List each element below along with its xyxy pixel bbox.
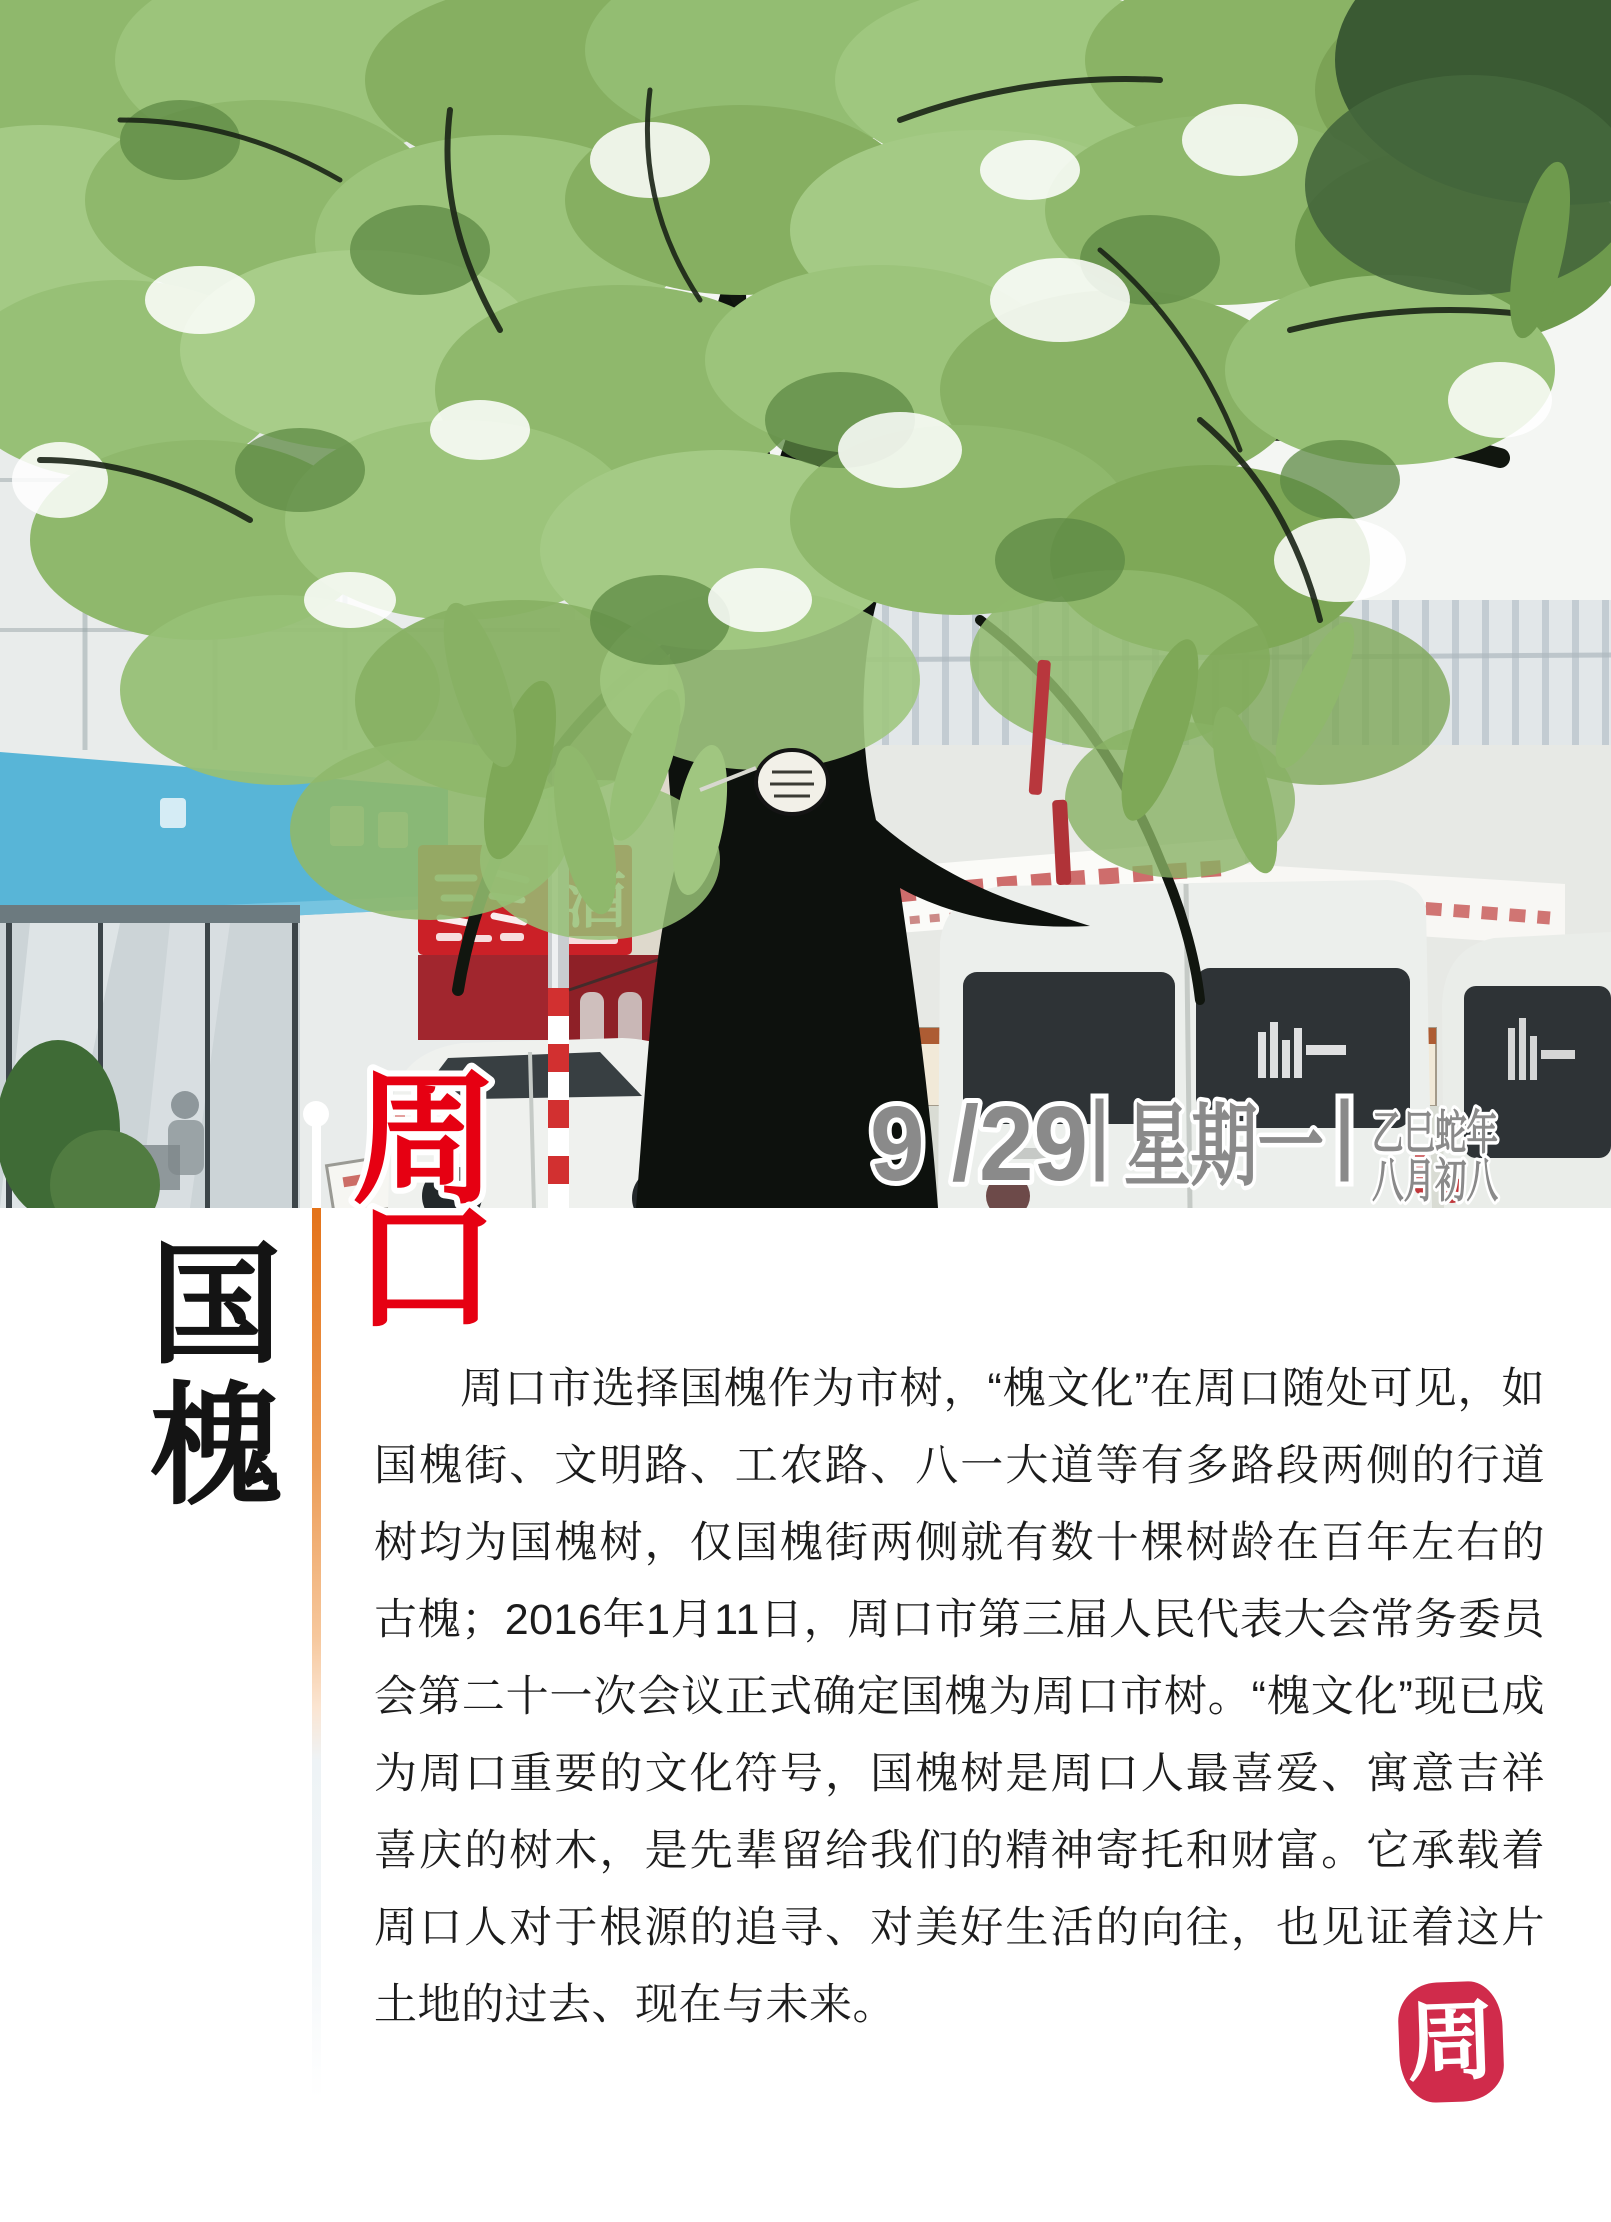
date-month-day: 9 /29 — [870, 1085, 1088, 1203]
divider-line — [312, 1208, 321, 2100]
red-title-char-top: 周 — [352, 1060, 498, 1222]
seal-stamp — [1397, 1980, 1505, 2104]
red-title-char-bottom: 口 — [352, 1188, 498, 1350]
date-lunar-day: 八月初八 — [1372, 1154, 1498, 1207]
side-title-char-top: 国 — [150, 1233, 282, 1380]
body-paragraph: 周口市选择国槐作为市树，“槐文化”在周口随处可见，如国槐街、文明路、工农路、八一大道等有多路段两侧的行道树均为国槐树，仅国槐街两侧就有数十棵树龄在百年左右的古槐；2016年1月11日，周口市第三届人民代表大会常务委员会第二十一次会议正式确定国槐为周口市树。“槐文化”现已成为周口重要的文化符号，国槐树是周口人最喜爱、寓意吉祥喜庆的树木，是先辈留给我们的精神寄托和财富。它承载着周口人对于根源的追寻、对美好生活的向往，也见证着这片土地的过去、现在与未来。 — [374, 1365, 1545, 2029]
date-lunar-year: 乙巳蛇年 — [1372, 1106, 1498, 1159]
seal-character: 周 — [1405, 1993, 1497, 2094]
side-title — [150, 1233, 282, 1521]
white-van-second — [1439, 932, 1611, 1208]
date-weekday: 星期一 — [1124, 1097, 1324, 1197]
side-title-char-bottom: 槐 — [150, 1374, 282, 1521]
